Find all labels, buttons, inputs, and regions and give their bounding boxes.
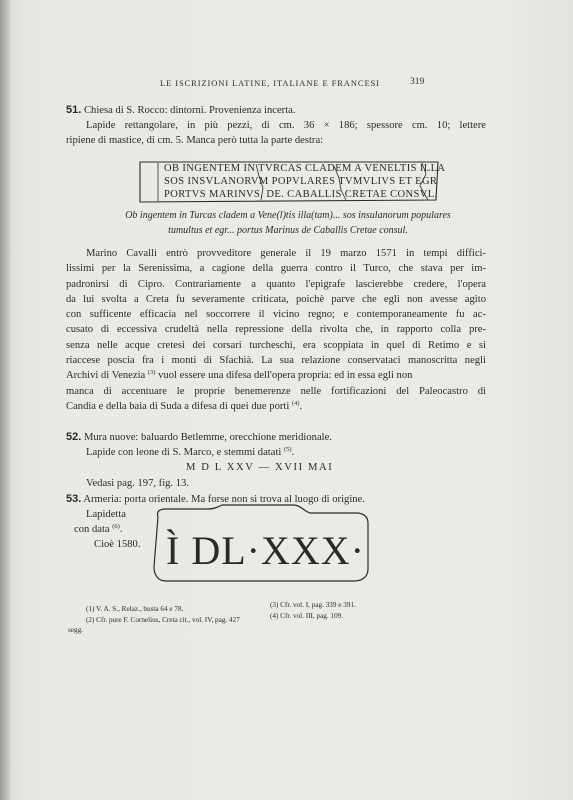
entry-51-commentary [66, 246, 486, 414]
footnote: segg. [68, 626, 83, 635]
entry-heading-text: Armeria: porta orientale. Ma forse non si trova al luogo di origine. [83, 494, 365, 505]
page-gutter-shadow [0, 0, 10, 800]
footnote: (3) Cfr. vol. I, pag. 339 e 391. [270, 601, 356, 609]
footnote: (2) Cfr. pure F. Cornelius, Creta cit., vol. IV, pag. 427 [86, 615, 240, 624]
commentary-line: da lui svolta a Creta fu severamente criticata, poichè parve che egli non avesse agito [66, 293, 486, 305]
entry-number: 52. [66, 431, 82, 443]
entry-51-heading [66, 103, 295, 118]
date-tablet-drawing [148, 503, 374, 585]
date-inscription: Ì DL·XXX· [166, 528, 365, 573]
description-line: ripiene di mastice, di cm. 5. Manca però tutta la parte destra: [66, 135, 324, 146]
entry-52-heading [66, 430, 332, 445]
entry-52-description: Lapide con leone di S. Marco, e stemmi datati $^{(5)}$. [86, 446, 295, 458]
inscription-line: SOS INSVLANORVM POPVLARES TVMVLIVS ET EGR [164, 176, 438, 187]
entry-number: 51. [66, 104, 82, 116]
running-head: LE ISCRIZIONI LATINE, ITALIANE E FRANCESI [160, 78, 380, 88]
footnote-ref[interactable]: (6) [112, 523, 120, 530]
inscription-line: OB INGENTEM IN TVRCAS CLADEM A VENELTIS ILLA [164, 163, 446, 174]
transliteration-line: Ob ingentem in Turcas cladem a Vene(l)tis illa(tam)... sos insulanorum populares [125, 210, 451, 221]
commentary-line: manca di accentuare le proprie benemerenze nelle fortificazioni del Paleocastro di [66, 385, 486, 397]
entry-52-date-line: M D L XXV — XVII MAI [186, 462, 334, 473]
transliteration-line: tumultus et egr... portus Marinus de Caballis Cretae consul. [168, 225, 408, 237]
commentary-line: padronirsi di Cipro. Contrariamente a quanto l'epigrafe lascierebbe credere, l'opera [66, 278, 486, 290]
entry-51-description [86, 118, 486, 133]
footnotes-right [270, 600, 480, 621]
commentary-line: Archivi di Venezia $^{(3)}$ vuol essere una difesa dell'opera propria: ed in essa egli non [66, 369, 413, 382]
footnote-ref[interactable]: (3) [147, 369, 156, 377]
entry-53-desc-1: Lapidetta [86, 509, 127, 520]
commentary-line: riaccese poscia fra i monti di Sfachià. La sua relazione conservataci manoscritta negli [66, 355, 486, 367]
entry-51-description-cont [66, 133, 486, 148]
description-line: Lapide rettangolare, in più pezzi, di cm. 36 × 186; spessore cm. 10; lettere [86, 120, 486, 131]
commentary-line: senza nelle acque cretesi dei corsari turcheschi, era scoppiata in quel di Retimo e si [66, 339, 486, 351]
inscription-line: PORTVS MARINVS. DE. CABALLIS CRETAE CONSVL. [164, 189, 438, 200]
entry-heading-text: Chiesa di S. Rocco: dintorni. Provenienza incerta. [83, 105, 296, 116]
entry-53-desc-2: con data $^{(6)}$. [74, 523, 123, 535]
commentary-line: con sufficente efficacia nel soccorrere il vicino regno; e contemporaneamente fu ac- [66, 309, 486, 321]
footnote: (1) V. A. S., Relaz., busta 64 e 78. [86, 605, 184, 613]
inscription-transliteration [88, 208, 488, 239]
entry-heading-text: Mura nuove: baluardo Betlemme, orecchione meridionale. [83, 432, 332, 443]
commentary-line: Candia e della baia di Suda a difesa di quei due porti $^{(4)}$. [66, 399, 303, 412]
entry-number: 53. [66, 493, 82, 505]
inscription-drawing [136, 160, 446, 204]
footnote-ref[interactable]: (5) [284, 446, 292, 453]
footnotes-left [68, 604, 261, 636]
commentary-line: lissimi per la Serenissima, a cagione della guerra contro il Turco, che stava per im- [66, 263, 486, 275]
footnote: (4) Cfr. vol. III, pag. 109. [270, 611, 344, 620]
page-number: 319 [410, 77, 425, 87]
footnote-ref[interactable]: (4) [291, 399, 300, 407]
entry-53-desc-3: Cioè 1580. [94, 539, 141, 550]
commentary-line: Marino Cavalli entrò provveditore generale il 19 marzo 1571 in tempi diffici- [86, 248, 486, 259]
entry-52-see-also: Vedasi pag. 197, fig. 13. [86, 478, 189, 489]
commentary-line: cusato di eccessiva crudeltà nella repressione della rivolta che, in rapporto colla pre- [66, 324, 486, 336]
